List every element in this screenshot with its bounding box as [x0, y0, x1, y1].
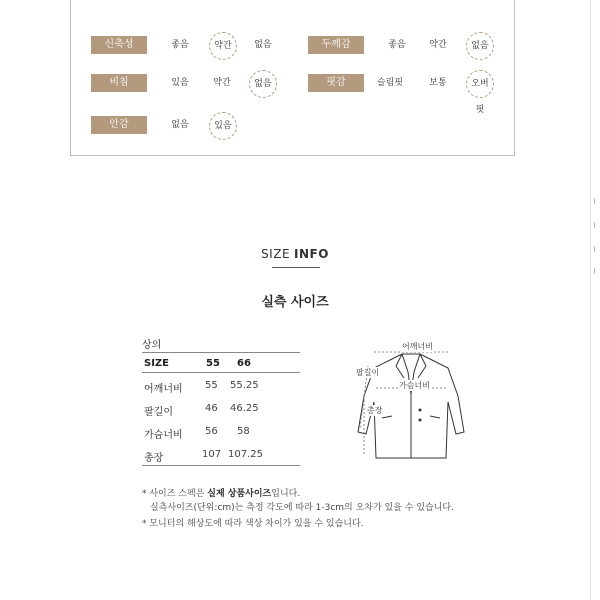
table-cell: 55 [205, 380, 218, 391]
attr-option: 없음 [254, 40, 272, 50]
note-line-1 [142, 486, 300, 499]
table-cell: 55.25 [230, 380, 259, 391]
table-cell: 58 [237, 426, 250, 437]
attr-option-selected: 없음 [249, 70, 277, 98]
attr-tag-stretch: 신축성 [91, 36, 147, 54]
edge-mark [594, 222, 600, 228]
attr-option-selected: 약간 [209, 32, 237, 60]
edge-mark [594, 246, 600, 252]
attr-option: 보통 [429, 78, 447, 88]
table-row-label: 팔길이 [144, 407, 173, 418]
measured-size-subtitle: 실측 사이즈 [261, 295, 329, 310]
attr-option: 있음 [171, 78, 189, 88]
table-header-rule [142, 372, 300, 373]
diagram-label-sleeve: 팔길이 [356, 368, 380, 377]
attr-tag-sheer: 비침 [91, 74, 147, 92]
table-row-label: 가슴너비 [144, 430, 183, 441]
table-cell: 56 [205, 426, 218, 437]
note-line-2: 실측사이즈(단위:cm)는 측정 각도에 따라 1-3cm의 오차가 있을 수 있습니다. [150, 503, 454, 513]
table-header-size: SIZE [144, 358, 170, 369]
attr-option: 좋음 [171, 40, 189, 50]
attr-option-selected: 없음 [466, 32, 494, 60]
table-cell: 107 [202, 449, 222, 460]
table-category: 상의 [142, 340, 162, 351]
note-1-suffix: 입니다. [271, 489, 301, 499]
table-header-55: 55 [206, 358, 220, 369]
attr-option: 좋음 [388, 40, 406, 50]
table-bottom-rule [142, 465, 300, 466]
edge-mark [594, 268, 600, 274]
attr-option: 약간 [213, 78, 231, 88]
diagram-label-chest: 가슴너비 [399, 381, 430, 390]
diagram-label-shoulder: 어깨너비 [402, 342, 433, 351]
size-info-title-bold: INFO [294, 247, 329, 261]
diagram-label-length: 총장 [367, 406, 383, 415]
size-info-title [0, 247, 590, 261]
attr-tag-thickness: 두께감 [308, 36, 364, 54]
side-divider [590, 0, 600, 600]
table-header-66: 66 [237, 358, 251, 369]
attr-option-selected: 오버핏 [466, 70, 494, 98]
attr-option: 없음 [171, 120, 189, 130]
table-cell: 107.25 [228, 449, 263, 460]
title-underline [272, 267, 320, 268]
table-cell: 46.25 [230, 403, 259, 414]
table-cell: 46 [205, 403, 218, 414]
note-1-prefix: * 사이즈 스펙은 [142, 489, 208, 499]
table-row-label: 어깨너비 [144, 384, 183, 395]
size-info-title-light: SIZE [261, 247, 291, 261]
note-1-bold: 실제 상품사이즈 [207, 489, 272, 499]
note-line-3: * 모니터의 해상도에 따라 색상 차이가 있을 수 있습니다. [142, 519, 364, 529]
attr-option: 약간 [429, 40, 447, 50]
edge-mark [594, 198, 600, 204]
attr-tag-fit: 핏감 [308, 74, 364, 92]
attr-option-selected: 있음 [209, 112, 237, 140]
attr-tag-lining: 안감 [91, 116, 147, 134]
jacket-measurement-diagram [350, 336, 490, 466]
table-top-rule [142, 352, 300, 353]
table-row-label: 총장 [144, 453, 164, 464]
attr-option: 슬림핏 [376, 78, 404, 88]
